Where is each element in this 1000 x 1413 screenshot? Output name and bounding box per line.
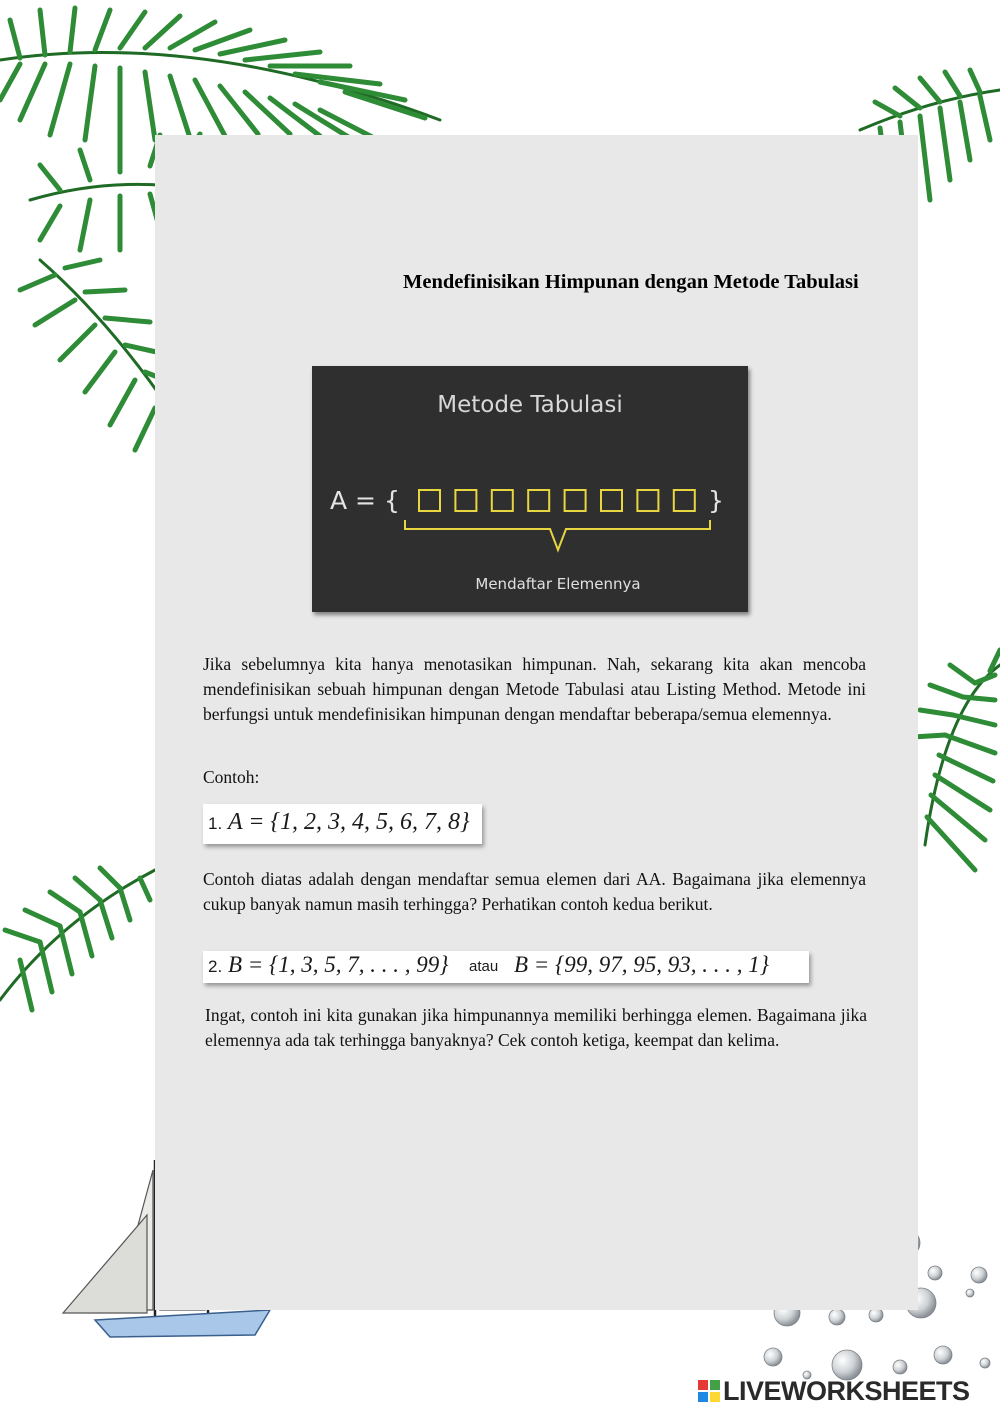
palm-leaf-mid-left-icon bbox=[0, 860, 160, 1030]
example-2-connector: atau bbox=[469, 958, 499, 975]
element-box bbox=[637, 490, 658, 511]
example-2 bbox=[203, 951, 809, 983]
liveworksheets-logo-icon bbox=[698, 1380, 720, 1402]
paragraph-closing: Ingat, contoh ini kita gunakan jika himpunannya memiliki berhingga elemen. Bagaimana jika elemennya ada tak terhingga banyaknya? Cek contoh ketiga, keempat dan kelima. bbox=[205, 1005, 867, 1050]
example-1 bbox=[203, 804, 482, 844]
underbrace-icon bbox=[405, 520, 710, 550]
example-1-number: 1. bbox=[208, 814, 223, 833]
example-2-expression-a: B = {1, 3, 5, 7, . . . , 99} bbox=[228, 952, 449, 977]
brand-logo bbox=[698, 1376, 970, 1407]
element-box bbox=[674, 490, 695, 511]
element-box bbox=[419, 490, 440, 511]
element-placeholder-boxes bbox=[419, 490, 695, 511]
element-box bbox=[565, 490, 586, 511]
figure-heading: Metode Tabulasi bbox=[437, 392, 623, 418]
example-2-expression-b: B = {99, 97, 95, 93, . . . , 1} bbox=[514, 952, 769, 977]
paragraph-intro: Jika sebelumnya kita hanya menotasikan himpunan. Nah, sekarang kita akan mencoba mendefinisikan sebuah himpunan dengan Metode Tabulasi atau Listing Method. Metode ini berfungsi untuk mendefinisikan himpunan dengan mendaftar beberapa/semua elemennya. bbox=[203, 654, 866, 724]
figure-caption: Mendaftar Elemennya bbox=[475, 575, 641, 593]
contoh-label: Contoh: bbox=[203, 767, 260, 787]
figure-set-label: A = { bbox=[330, 486, 400, 515]
palm-leaf-mid-right-icon bbox=[905, 645, 1000, 925]
element-box bbox=[455, 490, 476, 511]
element-box bbox=[492, 490, 513, 511]
paragraph-explanation: Contoh diatas adalah dengan mendaftar semua elemen dari AA. Bagaimana jika elemennya cukup banyak namun masih terhingga? Perhatikan contoh kedua berikut. bbox=[203, 869, 866, 914]
page-title: Mendefinisikan Himpunan dengan Metode Tabulasi bbox=[403, 271, 859, 293]
example-2-number: 2. bbox=[208, 957, 223, 976]
tabulasi-figure bbox=[312, 366, 748, 612]
element-box bbox=[601, 490, 622, 511]
element-box bbox=[528, 490, 549, 511]
example-1-expression: A = {1, 2, 3, 4, 5, 6, 7, 8} bbox=[228, 809, 470, 835]
brand-name: LIVEWORKSHEETS bbox=[723, 1376, 970, 1406]
figure-close-brace: } bbox=[708, 486, 724, 515]
